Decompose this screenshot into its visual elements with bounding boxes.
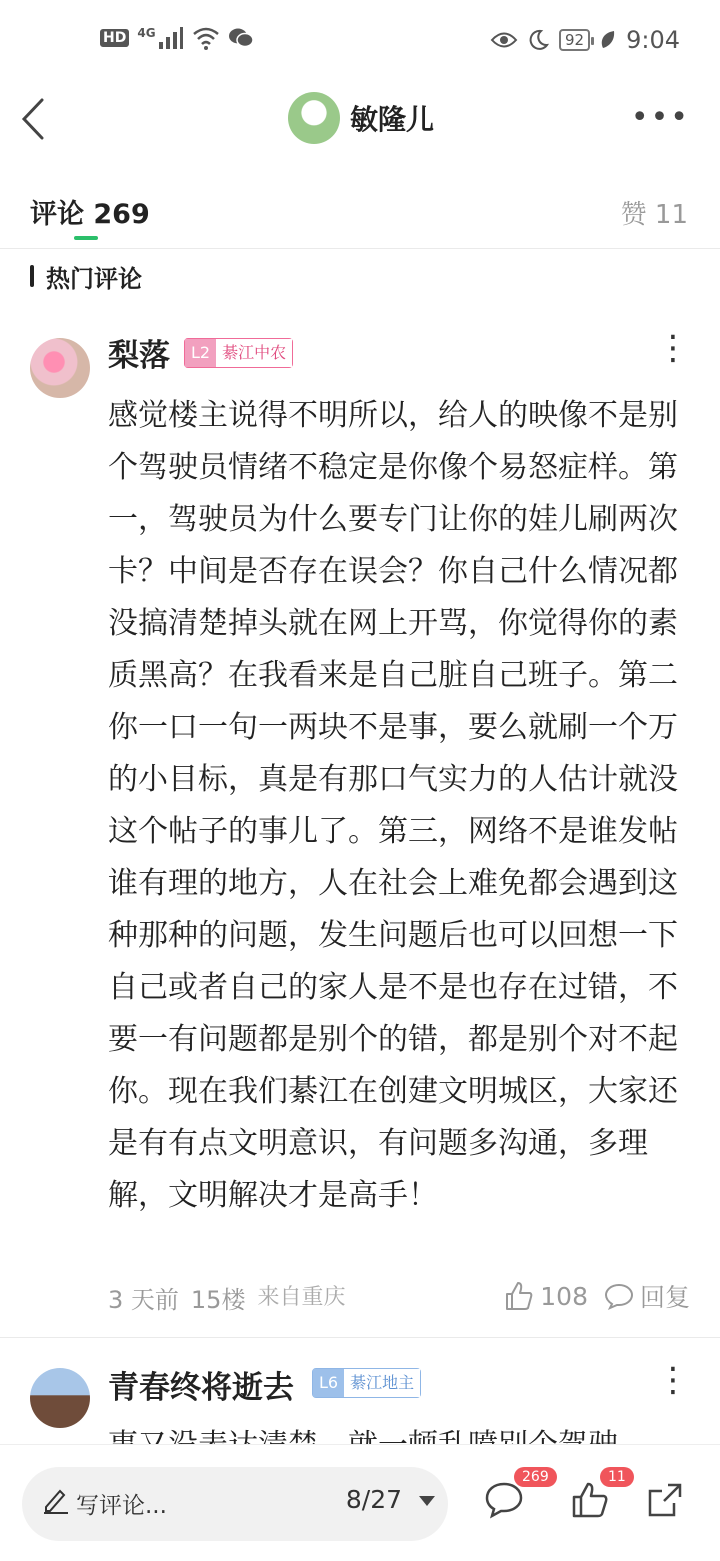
tab-comments[interactable]: 评论 269	[30, 199, 150, 230]
comment-text: 感觉楼主说得不明所以，给人的映像不是别个驾驶员情绪不稳定是你像个易怒症样。第一，驾驶员为什么要专门让你的娃儿刷两次卡？中间是否存在误会？你自己什么情况都没搞清楚掉头就在网上开骂，你觉得你的素质黑高？在我看来是自己脏自己班子。第二你一口一句一两块不是事，要么就刷一个万的小目标，真是有那口气实力的人估计就没这个帖子的事儿了。第三，网络不是谁发帖谁有理的地方，人在社会上难免都会遇到这种那种的问题，发生问题后也可以回想一下自己或者自己的家人是不是也存在过错，不要一有问题都是别个的错，都是别个对不起你。现在我们綦江在创建文明城区，大家还是有有点文明意识，有问题多沟通，多理解，文明解决才是高手！	[108, 398, 678, 1213]
wifi-icon	[192, 26, 220, 50]
section-title: 热门评论	[46, 264, 142, 293]
more-options-icon[interactable]: •••	[630, 100, 690, 135]
reply-button[interactable]	[604, 1278, 690, 1314]
status-bar	[0, 0, 720, 84]
comment-tabs	[0, 180, 720, 249]
clock: 9:04	[626, 26, 680, 54]
network-label: 4G	[137, 26, 156, 40]
comment-meta	[108, 1280, 345, 1315]
pen-icon	[42, 1485, 70, 1515]
comment-count-badge: 269	[514, 1467, 557, 1487]
status-left	[100, 26, 254, 50]
hd-icon: HD	[100, 29, 129, 47]
tab-likes[interactable]: 赞 11	[620, 200, 688, 230]
page-indicator[interactable]: 8/27	[345, 1485, 402, 1514]
level-title: 綦江中农	[216, 339, 292, 367]
like-count: 108	[540, 1281, 588, 1311]
bottom-bar	[0, 1444, 720, 1561]
leaf-icon	[600, 30, 616, 50]
comment-floor: 15楼	[190, 1286, 246, 1314]
status-right	[491, 26, 680, 54]
level-label: L2	[185, 339, 216, 367]
caret-down-icon[interactable]	[418, 1495, 436, 1507]
author-name[interactable]: 敏隆儿	[350, 103, 435, 136]
reply-icon	[604, 1282, 634, 1310]
thumbs-up-icon[interactable]	[570, 1481, 610, 1519]
section-marker	[30, 265, 34, 287]
share-icon[interactable]	[646, 1481, 684, 1519]
comment-placeholder[interactable]: 写评论...	[76, 1493, 167, 1519]
comment-username[interactable]: 梨落	[108, 338, 170, 374]
thumbs-up-icon	[504, 1281, 534, 1311]
comment-time: 3 天前	[108, 1286, 179, 1314]
comment-divider	[0, 1337, 720, 1338]
comment-icon[interactable]	[484, 1481, 524, 1519]
user-level-badge	[312, 1368, 421, 1398]
comment-more-icon[interactable]: ⋮	[656, 328, 690, 368]
moon-icon	[527, 29, 549, 51]
avatar[interactable]	[30, 338, 90, 398]
comment-more-icon[interactable]: ⋮	[656, 1360, 690, 1400]
eye-icon	[491, 31, 517, 49]
like-count-badge: 11	[600, 1467, 634, 1487]
level-title: 綦江地主	[344, 1369, 420, 1397]
author-avatar[interactable]	[288, 92, 340, 144]
reply-label: 回复	[639, 1283, 690, 1312]
like-button[interactable]	[504, 1281, 588, 1311]
back-icon[interactable]	[16, 96, 56, 142]
comment-actions	[504, 1278, 690, 1314]
battery-indicator: 92	[559, 29, 590, 51]
tab-active-indicator	[74, 236, 98, 240]
signal-icon	[158, 26, 184, 50]
comment-text	[108, 1420, 690, 1444]
wechat-icon	[228, 27, 254, 49]
write-comment-box[interactable]	[22, 1467, 448, 1541]
level-label: L6	[313, 1369, 344, 1397]
hot-comments-header	[30, 258, 142, 294]
user-level-badge	[184, 338, 293, 368]
avatar[interactable]	[30, 1368, 90, 1428]
comment-username[interactable]: 青春终将逝去	[108, 1370, 294, 1406]
app-bar	[0, 84, 720, 156]
post-author[interactable]	[288, 92, 434, 144]
comment-location: 来自重庆	[257, 1285, 346, 1310]
